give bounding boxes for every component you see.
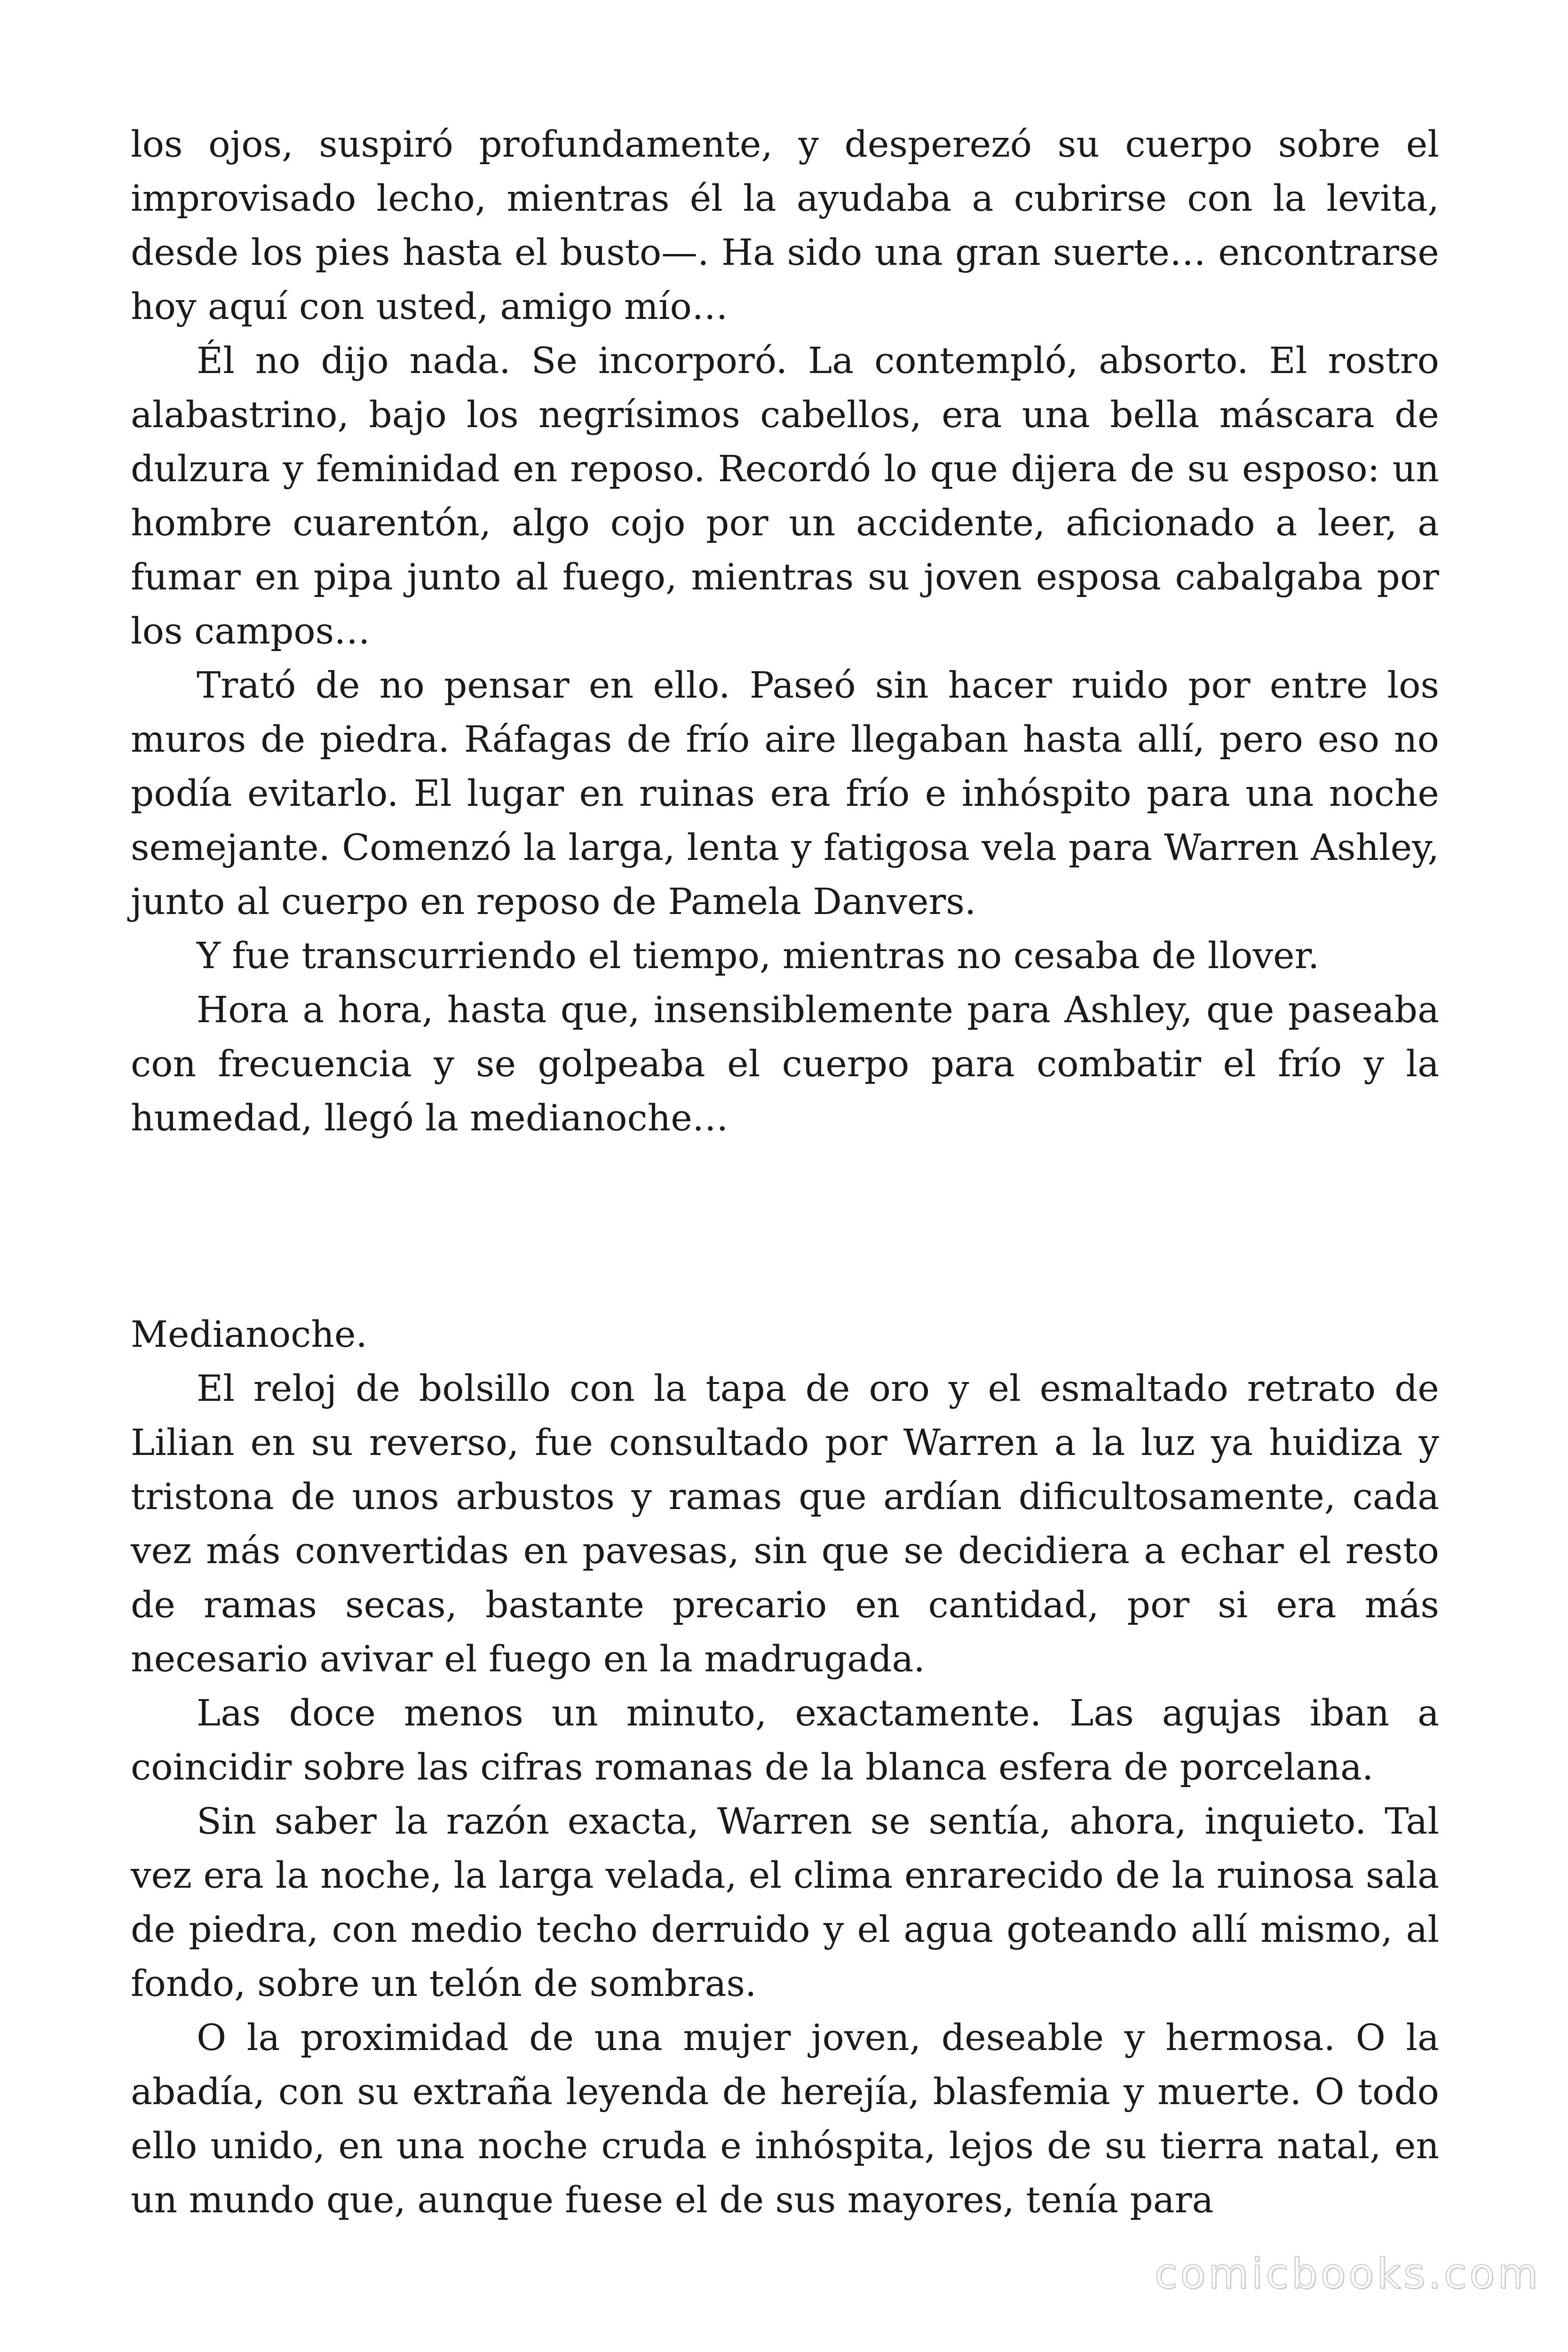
watermark: comicbooks.com — [1154, 2249, 1541, 2298]
paragraph-continuation: los ojos, suspiró profundamente, y desperezó su cuerpo sobre el improvisado lecho, mientras él la ayudaba a cubrirse con la levita, desde los pies hasta el busto—. Ha sido una gran suerte… encontrarse hoy aquí con usted, amigo mío… — [131, 124, 1439, 328]
paragraph: O la proximidad de una mujer joven, deseable y hermosa. O la abadía, con su extraña leyenda de herejía, blasfemia y muerte. O todo ello unido, en una noche cruda e inhóspita, lejos de su tierra natal, en un mundo que, aunque fuese el de sus mayores, tenía para — [131, 2017, 1439, 2221]
paragraph: Él no dijo nada. Se incorporó. La contempló, absorto. El rostro alabastrino, bajo los negrísimos cabellos, era una bella máscara de dulzura y feminidad en reposo. Recordó lo que dijera de su esposo: un hombre cuarentón, algo cojo por un accidente, aficionado a leer, a fumar en pipa junto al fuego, mientras su joven esposa cabalgaba por los campos… — [131, 340, 1439, 652]
paragraph: Y fue transcurriendo el tiempo, mientras no cesaba de llover. — [197, 935, 1320, 977]
book-page-text — [131, 118, 1439, 2227]
paragraph: Sin saber la razón exacta, Warren se sentía, ahora, inquieto. Tal vez era la noche, la larga velada, el clima enrarecido de la ruinosa sala de piedra, con medio techo derruido y el agua goteando allí mismo, al fondo, sobre un telón de sombras. — [131, 1801, 1439, 2005]
section-opening-line: Medianoche. — [131, 1314, 367, 1356]
paragraph: Hora a hora, hasta que, insensiblemente para Ashley, que paseaba con frecuencia y se golpeaba el cuerpo para combatir el frío y la humedad, llegó la medianoche… — [131, 989, 1439, 1139]
paragraph: El reloj de bolsillo con la tapa de oro y el esmaltado retrato de Lilian en su reverso, fue consultado por Warren a la luz ya huidiza y tristona de unos arbustos y ramas que ardían dificultosamente, cada vez más convertidas en pavesas, sin que se decidiera a echar el resto de ramas secas, bastante precario en cantidad, por si era más necesario avivar el fuego en la madrugada. — [131, 1368, 1439, 1680]
paragraph: Las doce menos un minuto, exactamente. Las agujas iban a coincidir sobre las cifras romanas de la blanca esfera de porcelana. — [131, 1692, 1439, 1788]
paragraph: Trató de no pensar en ello. Paseó sin hacer ruido por entre los muros de piedra. Ráfagas de frío aire llegaban hasta allí, pero eso no podía evitarlo. El lugar en ruinas era frío e inhóspito para una noche semejante. Comenzó la larga, lenta y fatigosa vela para Warren Ashley, junto al cuerpo en reposo de Pamela Danvers. — [131, 665, 1439, 923]
